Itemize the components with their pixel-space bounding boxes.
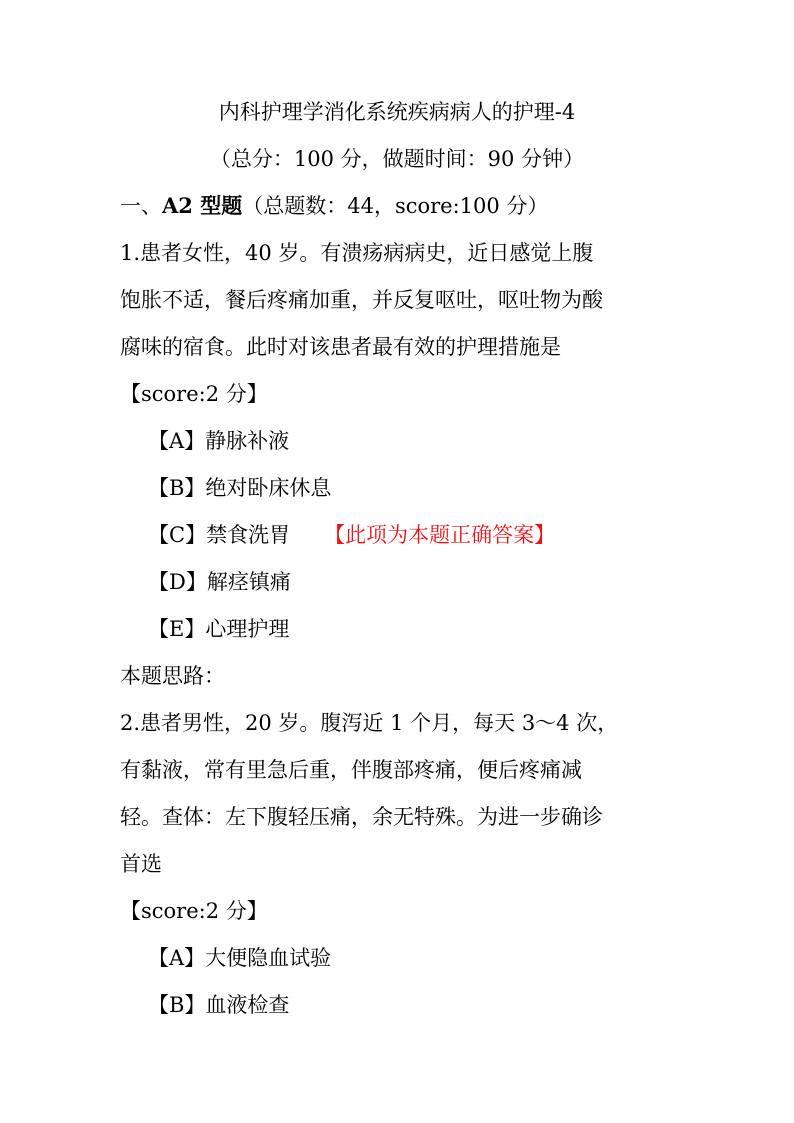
question-2-option-a: 【A】大便隐血试验 bbox=[148, 946, 332, 970]
document-subtitle: （总分：100 分，做题时间：90 分钟） bbox=[209, 147, 585, 171]
question-1-line-2: 饱胀不适，餐后疼痛加重，并反复呕吐，呕吐物为酸 bbox=[120, 288, 603, 312]
question-1-line-3: 腐味的宿食。此时对该患者最有效的护理措施是 bbox=[120, 335, 561, 359]
question-1-analysis: 本题思路： bbox=[120, 664, 225, 688]
question-1-option-b: 【B】绝对卧床休息 bbox=[148, 476, 332, 500]
question-2-option-b: 【B】血液检查 bbox=[148, 993, 290, 1017]
question-2-line-1: 2.患者男性，20 岁。腹泻近 1 个月，每天 3～4 次， bbox=[120, 711, 619, 735]
question-1-option-c-label: 【C】禁食洗胃 bbox=[148, 523, 291, 547]
question-1-option-e: 【E】心理护理 bbox=[148, 617, 290, 641]
section-name: A2 型题 bbox=[162, 193, 243, 218]
section-info: （总题数：44，score:100 分） bbox=[242, 194, 549, 218]
document-title: 内科护理学消化系统疾病病人的护理-4 bbox=[218, 100, 576, 124]
question-2-line-4: 首选 bbox=[120, 852, 162, 876]
question-1-option-a: 【A】静脉补液 bbox=[148, 429, 290, 453]
question-1-option-c bbox=[148, 521, 555, 549]
question-1-option-d: 【D】解痉镇痛 bbox=[148, 570, 291, 594]
correct-answer-note: 【此项为本题正确答案】 bbox=[324, 523, 556, 547]
section-header bbox=[120, 192, 548, 220]
question-1-score: 【score:2 分】 bbox=[120, 382, 268, 406]
question-2-line-2: 有黏液，常有里急后重，伴腹部疼痛，便后疼痛减 bbox=[120, 758, 582, 782]
section-prefix: 一、 bbox=[120, 194, 162, 218]
question-2-score: 【score:2 分】 bbox=[120, 899, 268, 923]
question-2-line-3: 轻。查体：左下腹轻压痛，余无特殊。为进一步确诊 bbox=[120, 805, 603, 829]
question-1-line-1: 1.患者女性，40 岁。有溃疡病病史，近日感觉上腹 bbox=[120, 241, 594, 265]
